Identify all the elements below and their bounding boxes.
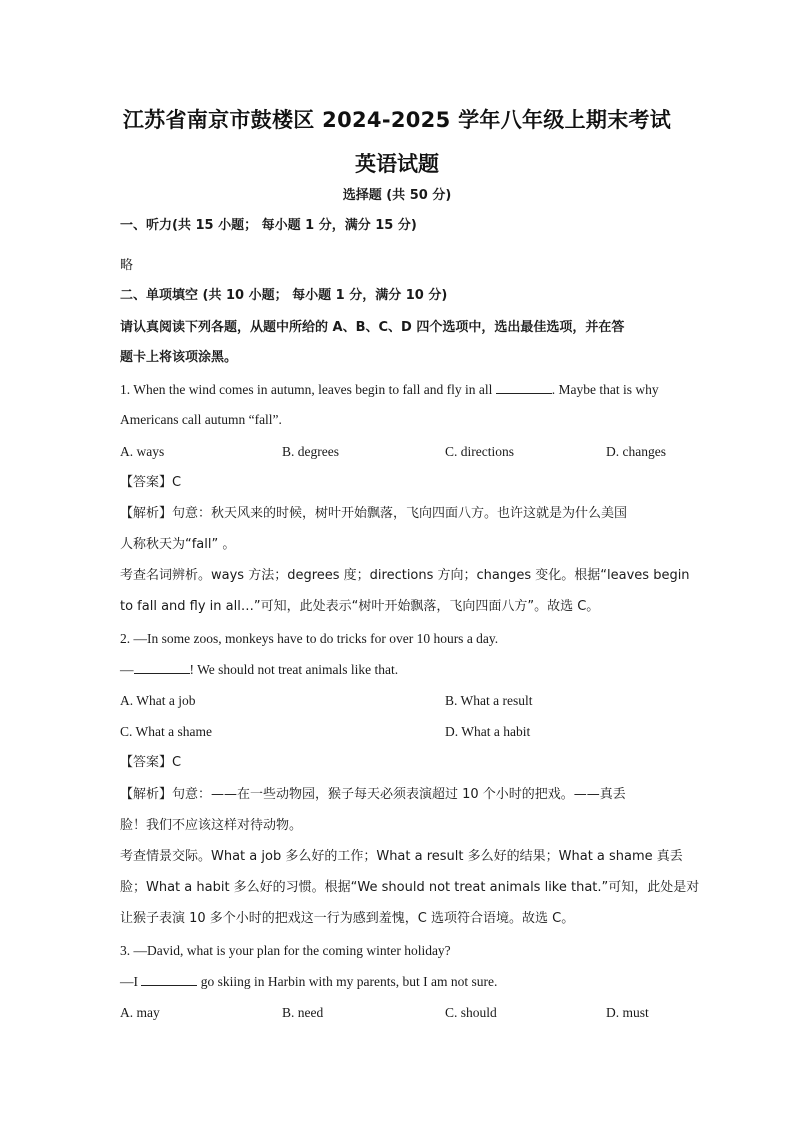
question-2-stem: 2. —In some zoos, monkeys have to do tricks for over 10 hours a day. xyxy=(120,631,499,646)
question-1-analysis: 【解析】句意：秋天风来的时候，树叶开始飘落，飞向四面八方。也许这就是为什么美国 xyxy=(120,506,628,521)
question-2-answer: 【答案】C xyxy=(120,755,182,770)
answer-blank xyxy=(134,660,190,674)
question-1-answer: 【答案】C xyxy=(120,475,182,490)
question-2-analysis: 【解析】句意：——在一些动物园，猴子每天必须表演超过 10 个小时的把戏。——真丢 xyxy=(120,787,626,802)
question-2-option-c: C. What a shame xyxy=(120,724,212,739)
page-title: 江苏省南京市鼓楼区 2024-2025 学年八年级上期末考试 xyxy=(122,108,672,132)
question-1-option-b: B. degrees xyxy=(282,444,339,459)
question-2-option-d: D. What a habit xyxy=(445,724,531,739)
question-2-analysis: 脸；What a habit 多么好的习惯。根据“We should not treat animals like that.”可知，此处是对 xyxy=(120,880,700,895)
question-1-stem: 1. When the wind comes in autumn, leaves begin to fall and fly in all . Maybe that is why xyxy=(120,382,659,397)
section2-instructions: 题卡上将该项涂黑。 xyxy=(120,350,238,365)
section2-heading: 二、单项填空 (共 10 小题； 每小题 1 分，满分 10 分) xyxy=(120,288,448,303)
question-2-option-a: A. What a job xyxy=(120,693,196,708)
section1-content: 略 xyxy=(120,258,134,273)
question-3-stem: —I go skiing in Harbin with my parents, but I am not sure. xyxy=(120,974,498,989)
question-1-option-a: A. ways xyxy=(120,444,165,459)
question-1-analysis: 人称秋天为“fall” 。 xyxy=(120,537,236,552)
question-3-stem: 3. —David, what is your plan for the coming winter holiday? xyxy=(120,943,451,958)
section2-instructions: 请认真阅读下列各题，从题中所给的 A、B、C、D 四个选项中，选出最佳选项，并在答 xyxy=(120,320,625,335)
answer-blank xyxy=(141,972,197,986)
question-2-stem: — ! We should not treat animals like that. xyxy=(120,662,399,677)
question-2-analysis: 让猴子表演 10 多个小时的把戏这一行为感到羞愧，C 选项符合语境。故选 C。 xyxy=(120,911,575,926)
question-3-option-a: A. may xyxy=(120,1005,160,1020)
question-2-analysis: 脸！我们不应该这样对待动物。 xyxy=(120,818,303,833)
section1-heading: 一、听力(共 15 小题； 每小题 1 分，满分 15 分) xyxy=(120,218,417,233)
question-1-stem: Americans call autumn “fall”. xyxy=(120,412,282,427)
question-2-analysis: 考查情景交际。What a job 多么好的工作；What a result 多么好的结果；What a shame 真丢 xyxy=(120,849,683,864)
question-1-option-d: D. changes xyxy=(606,444,666,459)
page-subtitle: 英语试题 xyxy=(355,152,439,176)
part-label: 选择题 (共 50 分) xyxy=(342,188,452,203)
question-3-option-c: C. should xyxy=(445,1005,497,1020)
question-1-analysis: to fall and fly in all…”可知，此处表示“树叶开始飘落，飞向四面八方”。故选 C。 xyxy=(120,599,600,614)
question-2-option-b: B. What a result xyxy=(445,693,533,708)
answer-blank xyxy=(496,380,552,394)
question-1-option-c: C. directions xyxy=(445,444,514,459)
question-1-analysis: 考查名词辨析。ways 方法；degrees 度；directions 方向；changes 变化。根据“leaves begin xyxy=(120,568,690,583)
question-3-option-d: D. must xyxy=(606,1005,649,1020)
question-3-option-b: B. need xyxy=(282,1005,324,1020)
